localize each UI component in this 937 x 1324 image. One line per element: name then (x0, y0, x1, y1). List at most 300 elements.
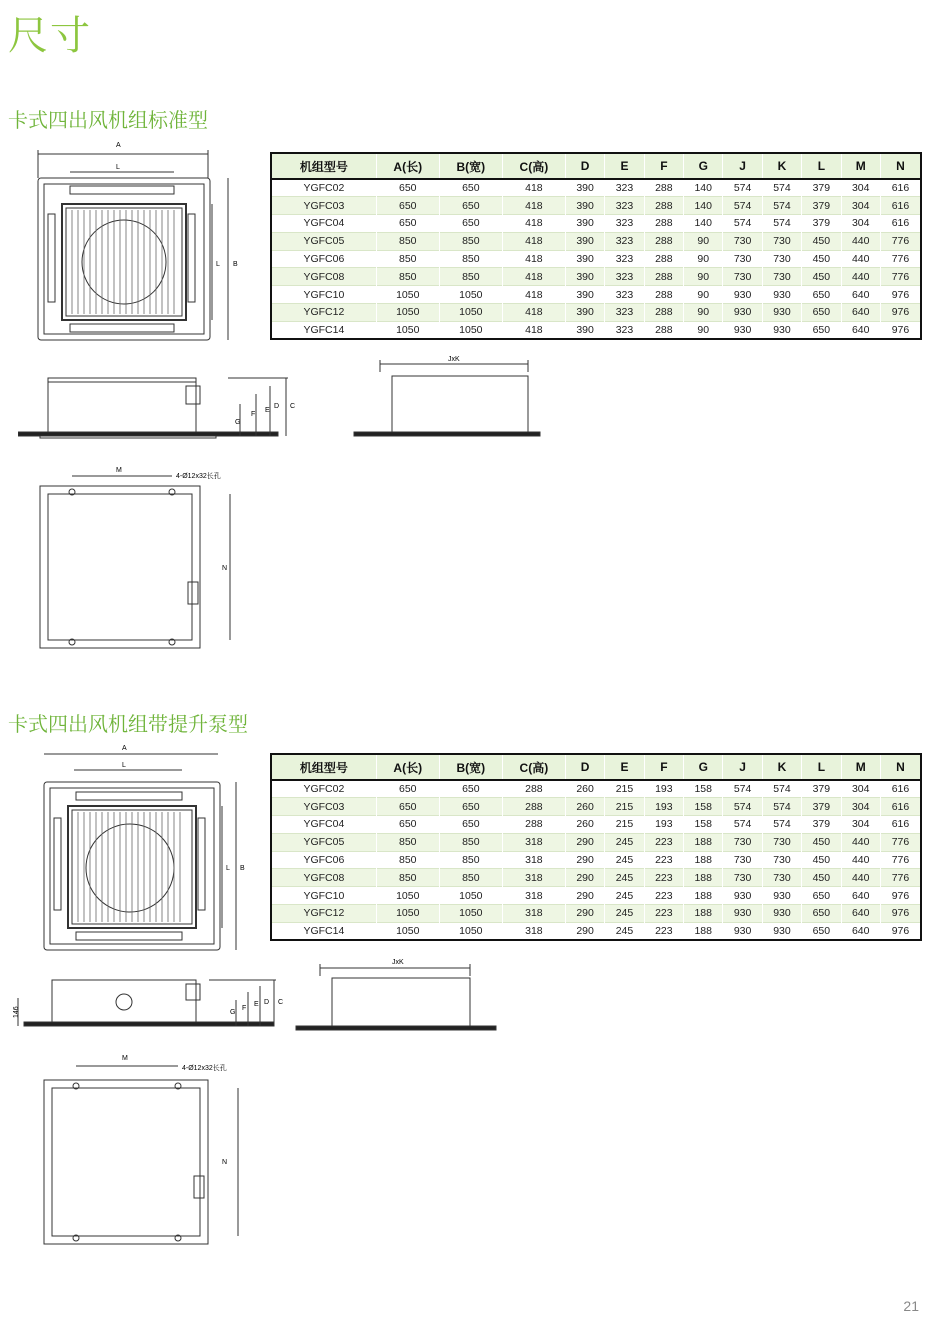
dimension-cell: 650 (802, 304, 841, 322)
dimension-cell: 188 (684, 833, 723, 851)
dimension-cell: 418 (502, 286, 565, 304)
dimension-cell: 318 (502, 833, 565, 851)
section-title-standard: 卡式四出风机组标准型 (8, 108, 208, 132)
table-row (271, 905, 921, 923)
front-view-drawing-standard (352, 352, 546, 442)
dimension-cell: 323 (605, 250, 644, 268)
column-header: E (605, 153, 644, 179)
dimension-cell: 650 (376, 179, 439, 197)
dimension-cell: 304 (841, 179, 880, 197)
model-cell: YGFC10 (271, 286, 376, 304)
dimension-cell: 390 (565, 179, 604, 197)
dim-label-l: L (116, 164, 120, 171)
table-row (271, 179, 921, 197)
dimension-cell: 390 (565, 321, 604, 339)
dimension-cell: 450 (802, 851, 841, 869)
dimension-cell: 1050 (439, 887, 502, 905)
dimension-cell: 440 (841, 250, 880, 268)
dimension-cell: 215 (605, 816, 644, 834)
column-header: B(宽) (439, 153, 502, 179)
dimension-cell: 650 (376, 798, 439, 816)
dimension-cell: 245 (605, 905, 644, 923)
dimension-cell: 290 (565, 905, 604, 923)
dimension-cell: 1050 (376, 887, 439, 905)
dimension-cell: 930 (762, 304, 801, 322)
dimension-cell: 730 (723, 250, 762, 268)
model-cell: YGFC03 (271, 197, 376, 215)
side-view-drawing-standard (18, 372, 298, 444)
dimension-cell: 140 (684, 179, 723, 197)
dimension-cell: 223 (644, 922, 683, 940)
dimension-cell: 390 (565, 250, 604, 268)
dimension-cell: 288 (502, 798, 565, 816)
dimension-cell: 730 (762, 869, 801, 887)
bottom-view-drawing-pump (38, 1050, 252, 1250)
dimension-cell: 930 (723, 887, 762, 905)
dim-label-l-vertical: L (216, 261, 220, 268)
dimension-cell: 318 (502, 905, 565, 923)
dimension-cell: 188 (684, 869, 723, 887)
dimension-cell: 260 (565, 780, 604, 798)
dimension-cell: 650 (802, 286, 841, 304)
dim-label-jxk: JxK (392, 959, 404, 966)
table-row (271, 197, 921, 215)
dimension-cell: 260 (565, 816, 604, 834)
dimension-cell: 418 (502, 232, 565, 250)
dim-label-n: N (222, 1159, 228, 1166)
dimension-cell: 850 (439, 851, 502, 869)
model-cell: YGFC02 (271, 780, 376, 798)
dimension-cell: 390 (565, 215, 604, 233)
dim-label-c: C (290, 403, 296, 410)
dimension-cell: 223 (644, 887, 683, 905)
dimension-cell: 574 (762, 197, 801, 215)
dimension-cell: 323 (605, 232, 644, 250)
dimension-cell: 574 (762, 816, 801, 834)
dimension-cell: 730 (723, 851, 762, 869)
dimension-cell: 390 (565, 232, 604, 250)
page-title: 尺寸 (8, 13, 92, 59)
model-cell: YGFC04 (271, 215, 376, 233)
table-row (271, 215, 921, 233)
dimension-cell: 260 (565, 798, 604, 816)
dimension-cell: 850 (376, 851, 439, 869)
dimension-cell: 304 (841, 816, 880, 834)
dimension-cell: 574 (762, 179, 801, 197)
column-header: N (880, 153, 921, 179)
dimension-cell: 223 (644, 905, 683, 923)
table-row (271, 833, 921, 851)
dimension-cell: 140 (684, 215, 723, 233)
dimension-cell: 650 (802, 321, 841, 339)
dimension-cell: 930 (723, 304, 762, 322)
column-header: L (802, 153, 841, 179)
dimension-cell: 850 (376, 833, 439, 851)
dimension-cell: 288 (502, 816, 565, 834)
dimension-cell: 440 (841, 833, 880, 851)
dimension-cell: 90 (684, 232, 723, 250)
column-header: M (841, 153, 880, 179)
dimension-cell: 290 (565, 869, 604, 887)
model-cell: YGFC14 (271, 922, 376, 940)
dimension-cell: 776 (880, 869, 921, 887)
dimension-cell: 976 (880, 321, 921, 339)
column-header: K (762, 153, 801, 179)
dimension-cell: 288 (644, 232, 683, 250)
dimension-cell: 379 (802, 780, 841, 798)
dimension-cell: 323 (605, 179, 644, 197)
dim-label-d: D (274, 403, 280, 410)
dimension-cell: 650 (376, 780, 439, 798)
dimension-cell: 379 (802, 816, 841, 834)
dim-label-a: A (122, 745, 127, 752)
dimension-cell: 616 (880, 816, 921, 834)
dimension-cell: 288 (644, 304, 683, 322)
dimension-cell: 90 (684, 250, 723, 268)
column-header: C(高) (502, 754, 565, 780)
column-header-model: 机组型号 (271, 153, 376, 179)
top-view-drawing-pump (30, 742, 256, 954)
column-header-model: 机组型号 (271, 754, 376, 780)
model-cell: YGFC08 (271, 268, 376, 286)
dimension-cell: 650 (439, 780, 502, 798)
dimension-cell: 418 (502, 215, 565, 233)
dimension-cell: 850 (439, 869, 502, 887)
dimension-cell: 1050 (376, 321, 439, 339)
dimension-cell: 193 (644, 798, 683, 816)
dimension-cell: 318 (502, 851, 565, 869)
dimension-cell: 574 (723, 798, 762, 816)
dimension-cell: 976 (880, 887, 921, 905)
dim-label-n: N (222, 565, 228, 572)
dim-label-jxk: JxK (448, 356, 460, 363)
dimension-cell: 976 (880, 905, 921, 923)
dimension-cell: 90 (684, 321, 723, 339)
dimension-cell: 188 (684, 887, 723, 905)
dimension-cell: 193 (644, 780, 683, 798)
dimension-cell: 193 (644, 816, 683, 834)
dimension-cell: 1050 (439, 286, 502, 304)
spec-table-pump (270, 753, 922, 941)
dimension-cell: 450 (802, 250, 841, 268)
front-view-drawing-pump (294, 954, 500, 1034)
dimension-cell: 158 (684, 816, 723, 834)
dimension-cell: 188 (684, 905, 723, 923)
column-header: J (723, 754, 762, 780)
dimension-cell: 223 (644, 869, 683, 887)
dimension-cell: 850 (439, 250, 502, 268)
dimension-cell: 650 (802, 905, 841, 923)
model-cell: YGFC12 (271, 905, 376, 923)
dimension-cell: 418 (502, 304, 565, 322)
dimension-cell: 640 (841, 304, 880, 322)
dimension-cell: 574 (762, 215, 801, 233)
dimension-cell: 930 (723, 286, 762, 304)
dimension-cell: 323 (605, 215, 644, 233)
dimension-cell: 776 (880, 833, 921, 851)
dimension-cell: 640 (841, 321, 880, 339)
model-cell: YGFC05 (271, 232, 376, 250)
dimension-cell: 288 (644, 321, 683, 339)
table-row (271, 851, 921, 869)
dimension-cell: 930 (762, 887, 801, 905)
model-cell: YGFC10 (271, 887, 376, 905)
table-row (271, 250, 921, 268)
dimension-cell: 379 (802, 179, 841, 197)
column-header: F (644, 754, 683, 780)
dimension-cell: 930 (723, 905, 762, 923)
dim-label-m: M (116, 467, 122, 474)
dimension-cell: 574 (762, 798, 801, 816)
dimension-cell: 323 (605, 321, 644, 339)
model-cell: YGFC04 (271, 816, 376, 834)
dimension-cell: 318 (502, 887, 565, 905)
dimension-cell: 223 (644, 851, 683, 869)
dimension-cell: 1050 (439, 304, 502, 322)
dimension-cell: 290 (565, 833, 604, 851)
column-header: A(长) (376, 153, 439, 179)
dimension-cell: 440 (841, 869, 880, 887)
model-cell: YGFC06 (271, 851, 376, 869)
dimension-cell: 730 (723, 268, 762, 286)
dimension-cell: 616 (880, 179, 921, 197)
dimension-cell: 379 (802, 215, 841, 233)
dimension-cell: 290 (565, 887, 604, 905)
dimension-cell: 616 (880, 798, 921, 816)
dimension-cell: 650 (439, 215, 502, 233)
dimension-cell: 418 (502, 179, 565, 197)
dimension-cell: 1050 (439, 905, 502, 923)
dimension-cell: 290 (565, 851, 604, 869)
dimension-cell: 930 (762, 321, 801, 339)
dimension-cell: 418 (502, 321, 565, 339)
dimension-cell: 140 (684, 197, 723, 215)
dimension-cell: 245 (605, 887, 644, 905)
dimension-cell: 930 (723, 922, 762, 940)
dimension-cell: 390 (565, 268, 604, 286)
table-row (271, 922, 921, 940)
dimension-cell: 850 (376, 268, 439, 286)
dimension-cell: 640 (841, 922, 880, 940)
dimension-cell: 650 (439, 816, 502, 834)
hole-spec-label: 4-Ø12x32长孔 (182, 1065, 227, 1072)
dimension-cell: 574 (723, 179, 762, 197)
dimension-cell: 930 (762, 922, 801, 940)
dimension-cell: 390 (565, 197, 604, 215)
dimension-cell: 616 (880, 780, 921, 798)
dim-label-g: G (235, 419, 241, 426)
dimension-cell: 650 (802, 887, 841, 905)
dimension-cell: 930 (762, 286, 801, 304)
dimension-cell: 1050 (376, 905, 439, 923)
dimension-cell: 288 (644, 197, 683, 215)
dimension-cell: 318 (502, 869, 565, 887)
column-header: G (684, 754, 723, 780)
column-header: D (565, 153, 604, 179)
dimension-cell: 850 (439, 232, 502, 250)
top-view-drawing-standard (28, 138, 254, 350)
dimension-cell: 288 (644, 179, 683, 197)
side-view-drawing-pump (4, 970, 286, 1032)
dimension-cell: 1050 (376, 304, 439, 322)
dimension-cell: 288 (502, 780, 565, 798)
dim-label-g: G (230, 1009, 236, 1016)
dimension-cell: 90 (684, 304, 723, 322)
table-row (271, 869, 921, 887)
dimension-cell: 323 (605, 268, 644, 286)
model-cell: YGFC12 (271, 304, 376, 322)
dim-label-f: F (251, 411, 256, 418)
model-cell: YGFC03 (271, 798, 376, 816)
dim-label-m: M (122, 1055, 128, 1062)
dimension-cell: 323 (605, 304, 644, 322)
column-header: N (880, 754, 921, 780)
table-row (271, 304, 921, 322)
dimension-cell: 574 (723, 816, 762, 834)
dimension-cell: 850 (376, 869, 439, 887)
dimension-cell: 90 (684, 286, 723, 304)
dimension-cell: 850 (439, 268, 502, 286)
dimension-cell: 1050 (439, 321, 502, 339)
dimension-cell: 450 (802, 833, 841, 851)
dimension-cell: 640 (841, 286, 880, 304)
dimension-cell: 776 (880, 268, 921, 286)
column-header: B(宽) (439, 754, 502, 780)
column-header: F (644, 153, 683, 179)
dimension-cell: 245 (605, 851, 644, 869)
dimension-cell: 650 (802, 922, 841, 940)
dimension-cell: 574 (723, 215, 762, 233)
dimension-cell: 930 (762, 905, 801, 923)
dimension-cell: 245 (605, 922, 644, 940)
dimension-cell: 245 (605, 833, 644, 851)
dim-label-b: B (233, 261, 238, 268)
dim-label-f: F (242, 1005, 247, 1012)
dimension-cell: 288 (644, 286, 683, 304)
dimension-cell: 574 (723, 780, 762, 798)
dimension-cell: 440 (841, 268, 880, 286)
dimension-cell: 450 (802, 232, 841, 250)
dimension-cell: 318 (502, 922, 565, 940)
dimension-cell: 379 (802, 197, 841, 215)
column-header: K (762, 754, 801, 780)
dimension-cell: 574 (762, 780, 801, 798)
dimension-cell: 418 (502, 268, 565, 286)
dimension-cell: 616 (880, 215, 921, 233)
dimension-cell: 323 (605, 286, 644, 304)
dimension-cell: 450 (802, 268, 841, 286)
dimension-cell: 976 (880, 286, 921, 304)
dimension-cell: 776 (880, 250, 921, 268)
dimension-cell: 304 (841, 215, 880, 233)
dimension-cell: 1050 (376, 286, 439, 304)
dimension-cell: 158 (684, 780, 723, 798)
dimension-cell: 976 (880, 922, 921, 940)
dimension-cell: 574 (723, 197, 762, 215)
dimension-cell: 323 (605, 197, 644, 215)
hole-spec-label: 4-Ø12x32长孔 (176, 473, 221, 480)
model-cell: YGFC05 (271, 833, 376, 851)
dimension-cell: 288 (644, 268, 683, 286)
column-header: A(长) (376, 754, 439, 780)
dimension-cell: 440 (841, 232, 880, 250)
dimension-cell: 616 (880, 197, 921, 215)
dimension-cell: 730 (723, 833, 762, 851)
dimension-cell: 1050 (376, 922, 439, 940)
dimension-cell: 650 (439, 179, 502, 197)
dimension-cell: 418 (502, 197, 565, 215)
dim-label-b: B (240, 865, 245, 872)
dimension-cell: 650 (439, 798, 502, 816)
table-row (271, 268, 921, 286)
dimension-cell: 730 (762, 268, 801, 286)
dimension-cell: 850 (376, 250, 439, 268)
dimension-cell: 730 (723, 232, 762, 250)
column-header: E (605, 754, 644, 780)
dimension-cell: 304 (841, 780, 880, 798)
table-header-row (271, 754, 921, 780)
table-row (271, 798, 921, 816)
dimension-cell: 440 (841, 851, 880, 869)
table-row (271, 286, 921, 304)
dimension-cell: 188 (684, 922, 723, 940)
model-cell: YGFC08 (271, 869, 376, 887)
dimension-cell: 304 (841, 197, 880, 215)
dimension-cell: 158 (684, 798, 723, 816)
dimension-cell: 976 (880, 304, 921, 322)
dimension-cell: 850 (439, 833, 502, 851)
dimension-cell: 290 (565, 922, 604, 940)
column-header: J (723, 153, 762, 179)
table-row (271, 816, 921, 834)
dimension-cell: 288 (644, 250, 683, 268)
dimension-cell: 390 (565, 286, 604, 304)
dimension-cell: 650 (376, 197, 439, 215)
dim-label-e: E (254, 1001, 259, 1008)
model-cell: YGFC14 (271, 321, 376, 339)
pump-offset-label: 146 (13, 1006, 20, 1018)
table-row (271, 232, 921, 250)
dim-label-e: E (265, 407, 270, 414)
dim-label-l-vertical: L (226, 865, 230, 872)
dimension-cell: 223 (644, 833, 683, 851)
dimension-cell: 730 (762, 833, 801, 851)
bottom-view-drawing-standard (36, 462, 246, 654)
dimension-cell: 640 (841, 905, 880, 923)
column-header: D (565, 754, 604, 780)
dimension-cell: 450 (802, 869, 841, 887)
table-row (271, 780, 921, 798)
page-number: 21 (903, 1298, 919, 1314)
model-cell: YGFC02 (271, 179, 376, 197)
dim-label-a: A (116, 142, 121, 149)
dimension-cell: 390 (565, 304, 604, 322)
dimension-cell: 650 (376, 215, 439, 233)
table-row (271, 321, 921, 339)
dimension-cell: 650 (376, 816, 439, 834)
dimension-cell: 930 (723, 321, 762, 339)
dimension-cell: 640 (841, 887, 880, 905)
column-header: M (841, 754, 880, 780)
dimension-cell: 288 (644, 215, 683, 233)
dimension-cell: 418 (502, 250, 565, 268)
dimension-cell: 304 (841, 798, 880, 816)
dimension-cell: 730 (723, 869, 762, 887)
spec-table-standard (270, 152, 922, 340)
column-header: G (684, 153, 723, 179)
dimension-cell: 850 (376, 232, 439, 250)
dimension-cell: 215 (605, 798, 644, 816)
